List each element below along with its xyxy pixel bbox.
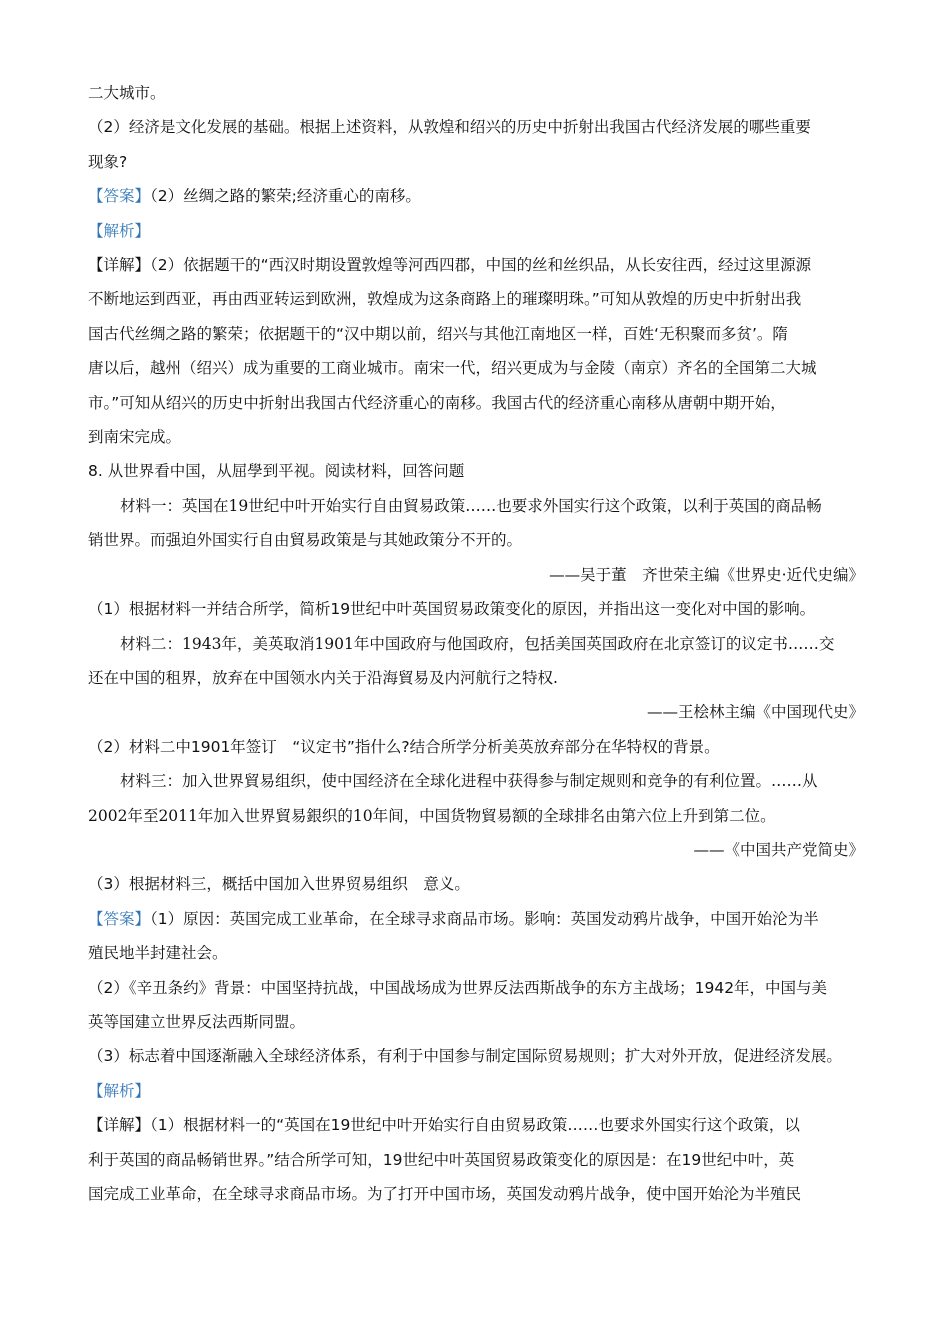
material-2-line: 材料二：1943年，美英取消1901年中国政府与他国政府，包括美国英国政府在北京签订的议定书……交 (120, 634, 835, 653)
analysis-tag: 【解析】 (88, 1081, 151, 1100)
material-3-source: ——《中国共产党简史》 (693, 840, 864, 859)
text-line: 不断地运到西亚，再由西亚转运到欧洲，敦煌成为这条商路上的璀璨明珠。”可知从敦煌的历史中折射出我 (88, 290, 802, 309)
answer-text: （2）丝绸之路的繁荣;经济重心的南移。 (150, 187, 421, 206)
answer-line (88, 902, 864, 936)
analysis-tag: 【解析】 (88, 221, 151, 240)
answer-line: （3）标志着中国逐渐融入全球经济体系，有利于中国参与制定国际贸易规则；扩大对外开放，促进经济发展。 (88, 1047, 842, 1066)
text-line: 市。”可知从绍兴的历史中折射出我国古代经济重心的南移。我国古代的经济重心南移从唐朝中期开始， (88, 393, 786, 412)
text-line: 到南宋完成。 (88, 428, 182, 447)
analysis-line (88, 214, 864, 248)
answer-line: （2）《辛丑条约》背景：中国坚持抗战，中国战场成为世界反法西斯战争的东方主战场；1942年，中国与美 (88, 978, 828, 997)
analysis-line (88, 1074, 864, 1108)
question-1-line: （1）根据材料一并结合所学，简析19世纪中叶英国贸易政策变化的原因，并指出这一变化对中国的影响。 (88, 600, 816, 619)
material-1-line: 材料一：英国在19世纪中叶开始实行自由貿易政策……也要求外国实行这个政策，以利于英国的商品畅 (120, 496, 822, 515)
question-2-line: （2）材料二中1901年签订 “议定书”指什么?结合所学分析美英放弃部分在华特权的背景。 (88, 737, 720, 756)
detail-line (88, 1108, 864, 1142)
material-3-line: 材料三：加入世界貿易组织，使中国经济在全球化进程中获得参与制定规则和竞争的有利位置。……从 (120, 772, 818, 791)
answer-line: 殖民地半封建社会。 (88, 944, 228, 963)
detail-line (88, 248, 864, 282)
material-1-source: ——吴于董 齐世荣主编《世界史·近代史编》 (549, 565, 864, 584)
detail-text: （1）根据材料一的“英国在19世纪中叶开始实行自由贸易政策……也要求外国实行这个政策，以 (150, 1116, 800, 1135)
detail-text: （2）依据题干的“西汉时期设置敦煌等河西四郡，中国的丝和丝织品，从长安往西，经过这里源源 (150, 256, 812, 275)
detail-tag: 【详解】 (88, 1116, 151, 1135)
answer-tag: 【答案】 (88, 909, 151, 928)
answer-text: （1）原因：英国完成工业革命，在全球寻求商品市场。影响：英国发动鸦片战争，中国开始沦为半 (150, 909, 819, 928)
text-line: 国完成工业革命，在全球寻求商品市场。为了打开中国市场，英国发动鸦片战争，使中国开始沦为半殖民 (88, 1185, 802, 1203)
question-8-heading: 8. 从世界看中国，从屈學到平视。阅读材料，回答问题 (88, 462, 465, 481)
material-2-source: ——王桧林主编《中国现代史》 (646, 703, 864, 722)
text-line: 国古代丝绸之路的繁荣；依据题干的“汉中期以前，绍兴与其他江南地区一样，百姓‘无积聚而多贫’。隋 (88, 324, 788, 343)
text-line: 唐以后，越州（绍兴）成为重要的工商业城市。南宋一代，绍兴更成为与金陵（南京）齐名的全国第二大城 (88, 359, 817, 378)
text-line: 利于英国的商品畅销世界。”结合所学可知，19世纪中叶英国贸易政策变化的原因是：在19世纪中叶，英 (88, 1150, 795, 1169)
question-2-line: （2）经济是文化发展的基础。根据上述资料，从敦煌和绍兴的历史中折射出我国古代经济发展的哪些重要 (88, 118, 811, 137)
text-line: 二大城市。 (88, 84, 166, 102)
document-page (88, 76, 864, 1211)
answer-line: 英等国建立世界反法西斯同盟。 (88, 1012, 306, 1031)
detail-tag: 【详解】 (88, 256, 151, 275)
material-1-line: 销世界。而强迫外国实行自由貿易政策是与其她政策分不开的。 (88, 531, 523, 550)
answer-tag: 【答案】 (88, 187, 151, 206)
material-3-line: 2002年至2011年加入世界貿易銀织的10年间，中国货物貿易额的全球排名由第六位上升到第二位。 (88, 806, 776, 825)
answer-line (88, 179, 864, 213)
material-2-line: 还在中国的租界，放弃在中国领水内关于沿海貿易及内河航行之特权. (88, 668, 558, 687)
text-line: 现象? (88, 152, 128, 171)
question-3-line: （3）根据材料三，概括中国加入世界贸易组织 意义。 (88, 875, 470, 894)
